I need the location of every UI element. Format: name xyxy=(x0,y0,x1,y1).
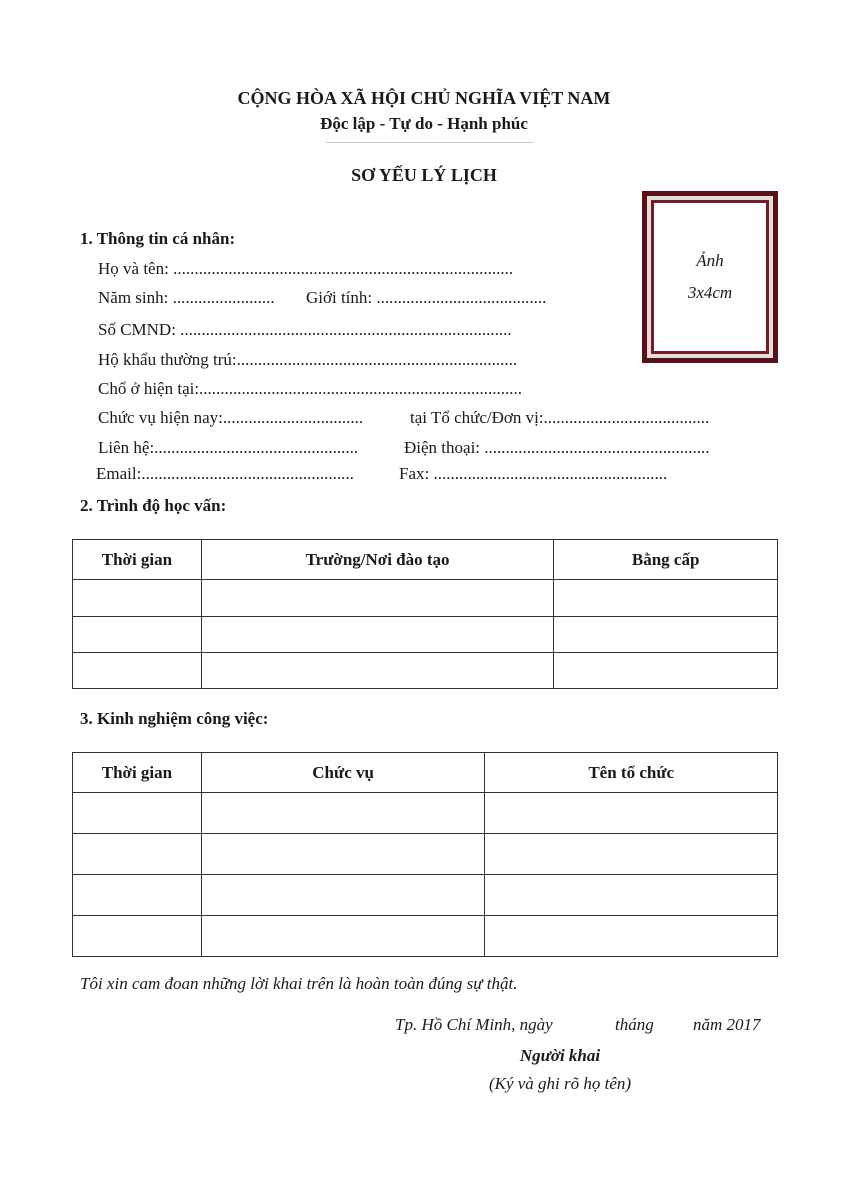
household-field: Hộ khẩu thường trú:.................................................................. xyxy=(98,350,518,369)
table-row xyxy=(73,580,778,617)
column-header: Thời gian xyxy=(73,753,202,793)
position-field: Chức vụ hiện nay:................................. xyxy=(98,408,364,427)
contact-field: Liên hệ:................................................ xyxy=(98,438,359,457)
section-personal-heading: 1. Thông tin cá nhân: xyxy=(80,229,236,248)
table-cell xyxy=(554,580,778,617)
table-cell xyxy=(73,875,202,916)
experience-table xyxy=(72,752,778,957)
table-cell xyxy=(73,653,202,689)
address-field: Chổ ở hiện tại:............................................................................ xyxy=(98,379,523,398)
id-card-field: Số CMND: .............................................................................. xyxy=(98,320,512,339)
phone-field: Điện thoại: ..................................................... xyxy=(404,438,710,457)
table-header-row xyxy=(73,540,778,580)
gender-field: Giới tính: ........................................ xyxy=(306,288,547,307)
table-cell xyxy=(73,580,202,617)
table-cell xyxy=(485,916,778,957)
commitment-statement: Tôi xin cam đoan những lời khai trên là hoàn toàn đúng sự thật. xyxy=(80,974,518,993)
table-cell xyxy=(485,793,778,834)
table-cell xyxy=(201,653,554,689)
section-experience-heading: 3. Kinh nghiệm công việc: xyxy=(80,709,269,728)
table-cell xyxy=(554,617,778,653)
email-field: Email:.................................................. xyxy=(96,464,354,483)
table-cell xyxy=(201,875,485,916)
column-header: Trường/Nơi đào tạo xyxy=(201,540,554,580)
photo-size: 3x4cm xyxy=(687,283,733,302)
table-row xyxy=(73,916,778,957)
table-cell xyxy=(485,875,778,916)
education-table xyxy=(72,539,778,689)
year-label: năm 2017 xyxy=(693,1015,761,1034)
table-cell xyxy=(73,617,202,653)
organization-field: tại Tổ chức/Đơn vị:....................................... xyxy=(410,408,710,427)
section-education-heading: 2. Trình độ học vấn: xyxy=(80,496,227,515)
photo-label: Ảnh xyxy=(696,251,724,270)
table-cell xyxy=(73,834,202,875)
column-header: Thời gian xyxy=(73,540,202,580)
column-header: Tên tổ chức xyxy=(485,753,778,793)
table-cell xyxy=(201,580,554,617)
table-row xyxy=(73,834,778,875)
signer-label: Người khai xyxy=(519,1046,601,1065)
table-cell xyxy=(201,834,485,875)
photo-placeholder xyxy=(651,200,769,354)
fax-field: Fax: ....................................................... xyxy=(399,464,668,483)
name-field: Họ và tên: ................................................................................ xyxy=(98,259,514,278)
column-header: Chức vụ xyxy=(201,753,485,793)
table-row xyxy=(73,875,778,916)
motto: Độc lập - Tự do - Hạnh phúc xyxy=(320,114,528,133)
table-cell xyxy=(73,916,202,957)
table-header-row xyxy=(73,753,778,793)
place-date: Tp. Hồ Chí Minh, ngày xyxy=(395,1015,553,1034)
document-title: SƠ YẾU LÝ LỊCH xyxy=(351,165,497,185)
table-cell xyxy=(201,793,485,834)
table-cell xyxy=(485,834,778,875)
signature-note: (Ký và ghi rõ họ tên) xyxy=(488,1074,632,1093)
table-cell xyxy=(73,793,202,834)
table-cell xyxy=(201,617,554,653)
table-row xyxy=(73,617,778,653)
table-row xyxy=(73,793,778,834)
column-header: Bằng cấp xyxy=(554,540,778,580)
header-divider xyxy=(326,142,534,143)
table-cell xyxy=(201,916,485,957)
nation-heading: CỘNG HÒA XÃ HỘI CHỦ NGHĨA VIỆT NAM xyxy=(237,88,611,108)
month-label: tháng xyxy=(615,1015,654,1034)
birth-field: Năm sinh: ........................ xyxy=(98,288,275,307)
table-row xyxy=(73,653,778,689)
table-cell xyxy=(554,653,778,689)
photo-frame xyxy=(642,191,778,363)
